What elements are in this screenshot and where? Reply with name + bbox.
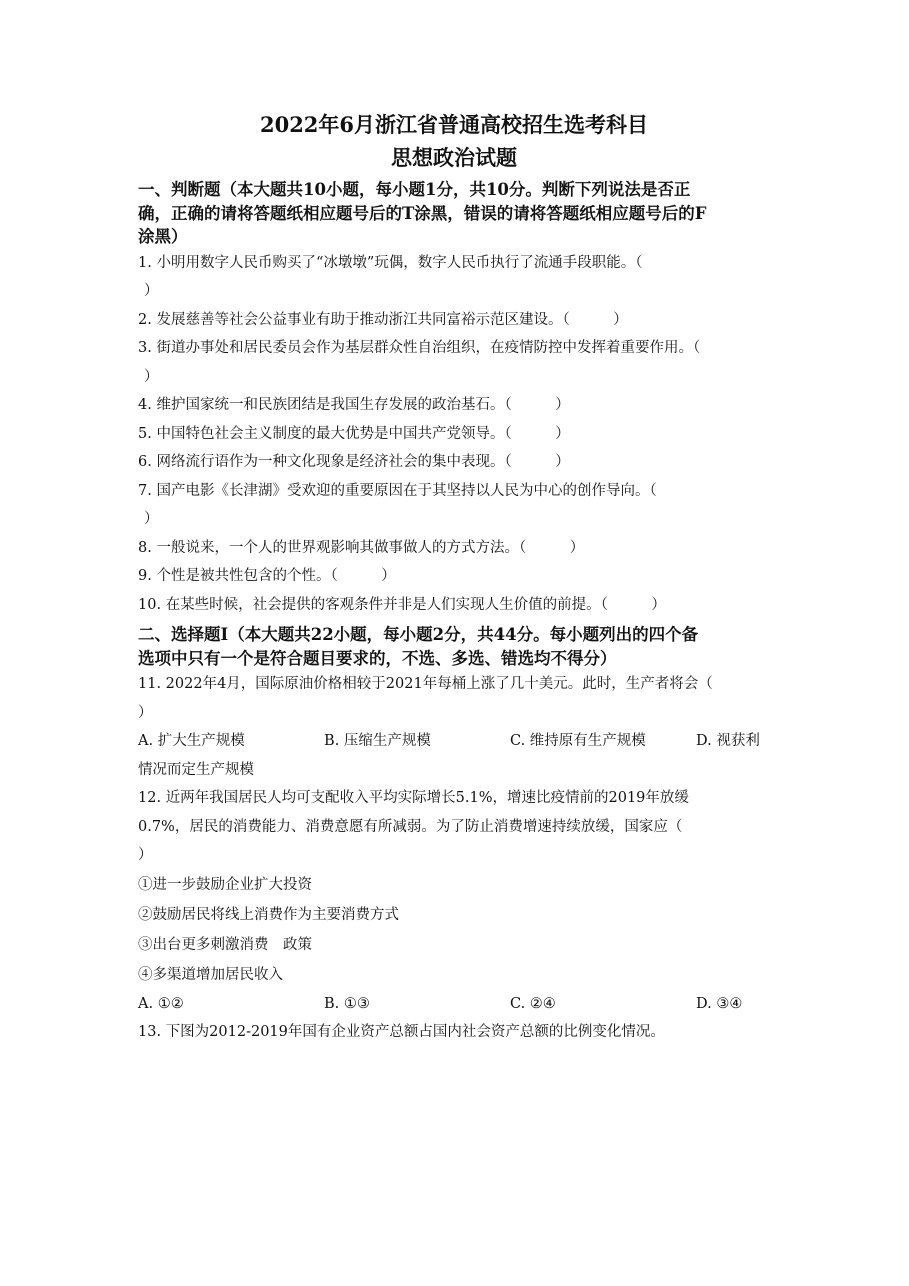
option-d: D. ③④ [696, 995, 743, 1012]
question-text: 12. 近两年我国居民人均可支配收入平均实际增长5.1%，增速比疫情前的2019年放缓 [138, 790, 689, 806]
question-text: 2. 发展慈善等社会公益事业有助于推动浙江共同富裕示范区建设。（ ） [138, 311, 628, 328]
statement-1: ①进一步鼓励企业扩大投资 [138, 876, 312, 893]
exam-title-line2: 思想政治试题 [391, 145, 517, 170]
question-text: 3. 街道办事处和居民委员会作为基层群众性自治组织，在疫情防控中发挥着重要作用。（ [138, 340, 701, 356]
statement-3: ③出台更多刺激消费 政策 [138, 936, 312, 953]
section1-heading-line3: 涂黑） [138, 227, 188, 246]
question-7 [138, 477, 770, 534]
question-text: 1. 小明用数字人民币购买了“冰墩墩”玩偶，数字人民币执行了流通手段职能。（ [138, 254, 643, 271]
question-text-cont2: ） [138, 847, 153, 863]
question-text-cont: ） [138, 704, 153, 721]
question-text-cont: 0.7%，居民的消费能力、消费意愿有所减弱。为了防止消费增速持续放缓，国家应（ [138, 818, 683, 835]
exam-page [138, 108, 770, 1047]
question-text-cont: ） [144, 511, 159, 527]
question-10 [138, 591, 770, 620]
option-c: C. 维持原有生产规模 [510, 733, 646, 749]
section1-heading-line1: 一、判断题（本大题共10小题，每小题1分，共10分。判断下列说法是否正 [138, 180, 691, 199]
question-5 [138, 420, 770, 449]
question-text: 5. 中国特色社会主义制度的最大优势是中国共产党领导。（ ） [138, 425, 570, 442]
question-4 [138, 391, 770, 420]
option-b: B. ①③ [324, 995, 370, 1012]
exam-title-line1: 2022年6月浙江省普通高校招生选考科目 [259, 112, 649, 137]
question-text: 4. 维护国家统一和民族团结是我国生存发展的政治基石。（ ） [138, 397, 570, 413]
question-text: 8. 一般说来，一个人的世界观影响其做事做人的方式方法。（ ） [138, 539, 585, 556]
section1-heading [138, 178, 770, 249]
section2-heading-line1: 二、选择题Ⅰ（本大题共22小题，每小题2分，共44分。每小题列出的四个备 [138, 625, 699, 644]
question-8 [138, 534, 770, 563]
question-text-cont: ） [144, 368, 159, 385]
section1-questions [138, 249, 770, 620]
question-12 [138, 784, 770, 870]
question-text: 6. 网络流行语作为一种文化现象是经济社会的集中表现。（ ） [138, 454, 570, 470]
question-text: 9. 个性是被共性包含的个性。（ ） [138, 568, 396, 584]
section1-heading-line2: 确，正确的请将答题纸相应题号后的T涂黑，错误的请将答题纸相应题号后的F [138, 203, 707, 223]
option-c: C. ②④ [510, 995, 556, 1012]
question-1 [138, 249, 770, 306]
question-text: 11. 2022年4月，国际原油价格相较于2021年每桶上涨了几十美元。此时，生产者将会（ [138, 676, 713, 692]
question-13: 13. 下图为2012-2019年国有企业资产总额占国内社会资产总额的比例变化情况。 [138, 1024, 665, 1040]
option-d-cont: 情况而定生产规模 [138, 761, 254, 778]
question-9 [138, 562, 770, 591]
question-2 [138, 306, 770, 335]
question-11-options [138, 727, 770, 756]
option-a: A. 扩大生产规模 [138, 733, 245, 749]
option-b: B. 压缩生产规模 [324, 733, 431, 749]
statement-2: ②鼓励居民将线上消费作为主要消费方式 [138, 906, 399, 923]
statement-4: ④多渠道增加居民收入 [138, 966, 283, 983]
question-11 [138, 670, 770, 727]
question-12-options [138, 990, 770, 1019]
question-6 [138, 448, 770, 477]
option-a: A. ①② [138, 995, 184, 1012]
question-text: 7. 国产电影《长津湖》受欢迎的重要原因在于其坚持以人民为中心的创作导向。（ [138, 482, 657, 499]
question-text: 10. 在某些时候，社会提供的客观条件并非是人们实现人生价值的前提。（ ） [138, 596, 666, 613]
question-3 [138, 334, 770, 391]
question-text-cont: ） [144, 283, 159, 299]
option-d: D. 视获利 [696, 733, 760, 749]
section2-heading-line2: 选项中只有一个是符合题目要求的，不选、多选、错选均不得分） [138, 648, 617, 668]
section2-heading [138, 623, 770, 670]
